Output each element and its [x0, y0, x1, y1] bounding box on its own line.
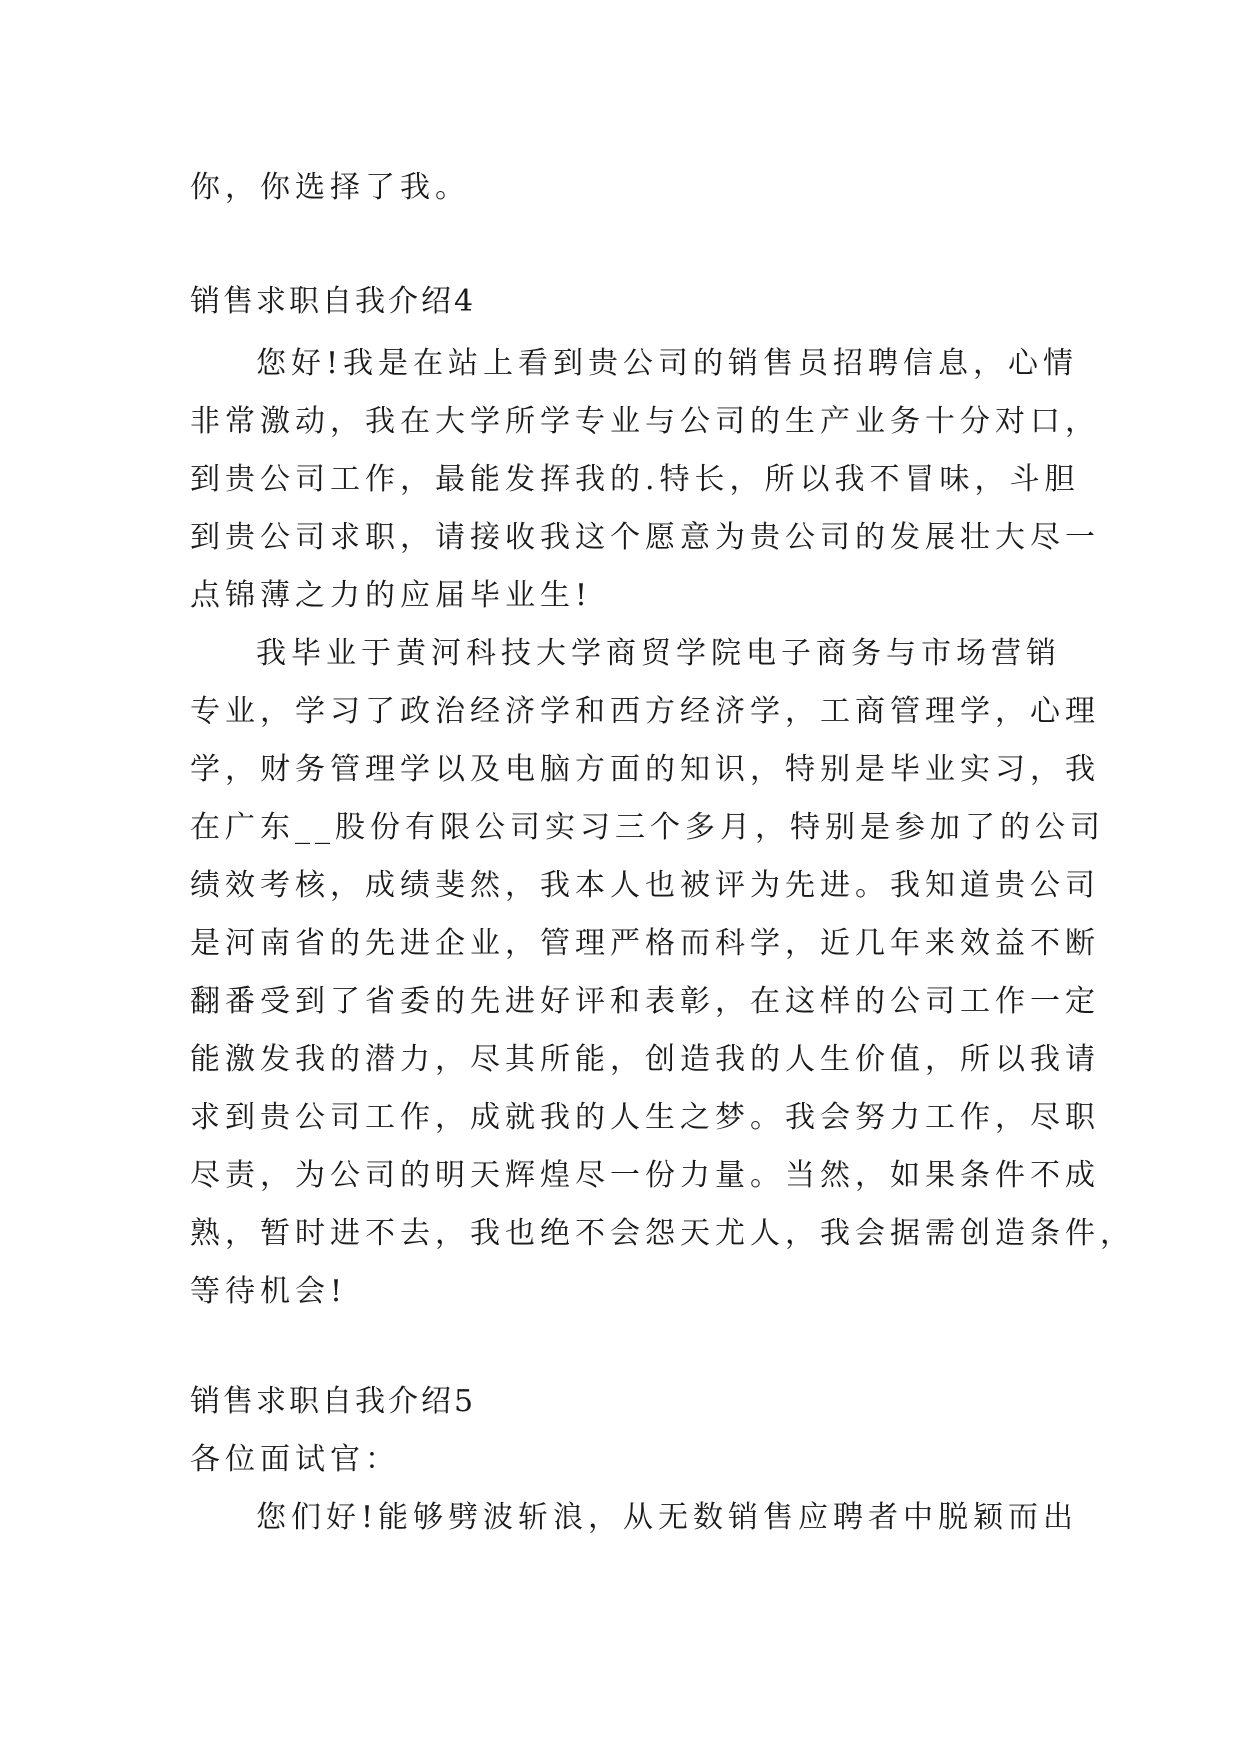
section-heading-5-text: 销售求职自我介绍5: [190, 1384, 477, 1419]
paragraph-line-text: 等待机会!: [190, 1274, 348, 1309]
paragraph-line-text: 您们好!能够劈波斩浪，从无数销售应聘者中脱颖而出: [256, 1500, 1079, 1535]
paragraph-line-text: 是河南省的先进企业，管理严格而科学，近几年来效益不断: [190, 926, 1100, 961]
paragraph-line-text: 翻番受到了省委的先进好评和表彰，在这样的公司工作一定: [190, 984, 1100, 1019]
paragraph-line-text: 尽责，为公司的明天辉煌尽一份力量。当然，如果条件不成: [190, 1158, 1100, 1193]
paragraph-line-text: 我毕业于黄河科技大学商贸学院电子商务与市场营销: [256, 636, 1061, 671]
paragraph-line-text: 熟，暂时进不去，我也绝不会怨天尤人，我会据需创造条件，: [190, 1216, 1135, 1251]
paragraph-line-text: 专业，学习了政治经济学和西方经济学，工商管理学，心理: [190, 694, 1100, 729]
salutation-text: 各位面试官：: [190, 1442, 400, 1477]
paragraph-line-text: 非常激动，我在大学所学专业与公司的生产业务十分对口，: [190, 404, 1100, 439]
paragraph-line-text: 点锦薄之力的应届毕业生!: [190, 578, 593, 613]
paragraph-line-text: 能激发我的潜力，尽其所能，创造我的人生价值，所以我请: [190, 1042, 1100, 1077]
carryover-text: 你，你选择了我。: [190, 170, 470, 205]
paragraph-line-text: 您好!我是在站上看到贵公司的销售员招聘信息，心情: [256, 346, 1079, 381]
paragraph-line-text: 求到贵公司工作，成就我的人生之梦。我会努力工作，尽职: [190, 1100, 1100, 1135]
section-heading-4-text: 销售求职自我介绍4: [190, 284, 477, 319]
paragraph-line-text: 在广东__股份有限公司实习三个多月，特别是参加了的公司: [190, 810, 1105, 845]
paragraph-line-text: 学，财务管理学以及电脑方面的知识，特别是毕业实习，我: [190, 752, 1100, 787]
paragraph-line-text: 到贵公司工作，最能发挥我的.特长，所以我不冒味，斗胆: [190, 462, 1080, 497]
paragraph-line-text: 到贵公司求职，请接收我这个愿意为贵公司的发展壮大尽一: [190, 520, 1100, 555]
paragraph-line-text: 绩效考核，成绩斐然，我本人也被评为先进。我知道贵公司: [190, 868, 1100, 903]
